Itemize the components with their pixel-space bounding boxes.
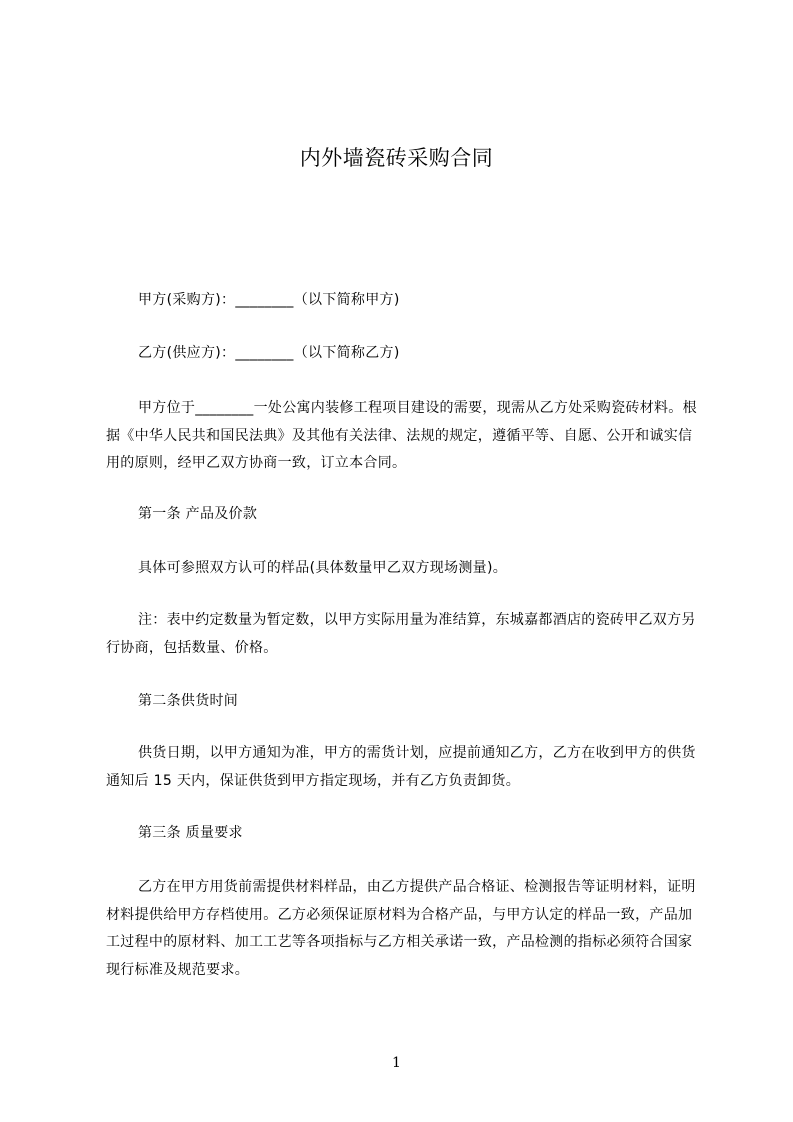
article3-heading: 第三条 质量要求 [138,825,243,841]
document-title: 内外墙瓷砖采购合同 [299,146,494,170]
article1-note: 注：表中约定数量为暂定数，以甲方实际用量为准结算，东城嘉都酒店的瓷砖甲乙双方另行协商，包括数量、价格。 [106,612,696,656]
article1-heading: 第一条 产品及价款 [138,506,258,522]
article2-heading: 第二条供货时间 [138,693,239,709]
page-number: 1 [392,1055,401,1071]
party-b-line: 乙方(供应方)：________（以下简称乙方) [138,345,400,361]
party-a-line: 甲方(采购方)：________（以下简称甲方) [138,292,400,308]
intro-paragraph: 甲方位于________一处公寓内装修工程项目建设的需要，现需从乙方处采购瓷砖材料。根据《中华人民共和国民法典》及其他有关法律、法规的规定，遵循平等、自愿、公开和诚实信用的原则，经甲乙双方协商一致，订立本合同。 [106,400,697,471]
article1-body: 具体可参照双方认可的样品(具体数量甲乙双方现场测量)。 [138,560,508,576]
article3-body: 乙方在甲方用货前需提供材料样品，由乙方提供产品合格证、检测报告等证明材料，证明材料提供给甲方存档使用。乙方必须保证原材料为合格产品，与甲方认定的样品一致，产品加工过程中的原材料、加工工艺等各项指标与乙方相关承诺一致，产品检测的指标必须符合国家现行标准及规范要求。 [106,879,696,978]
article2-body: 供货日期，以甲方通知为准，甲方的需货计划，应提前通知乙方，乙方在收到甲方的供货通知后 15 天内，保证供货到甲方指定现场，并有乙方负责卸货。 [106,745,696,789]
